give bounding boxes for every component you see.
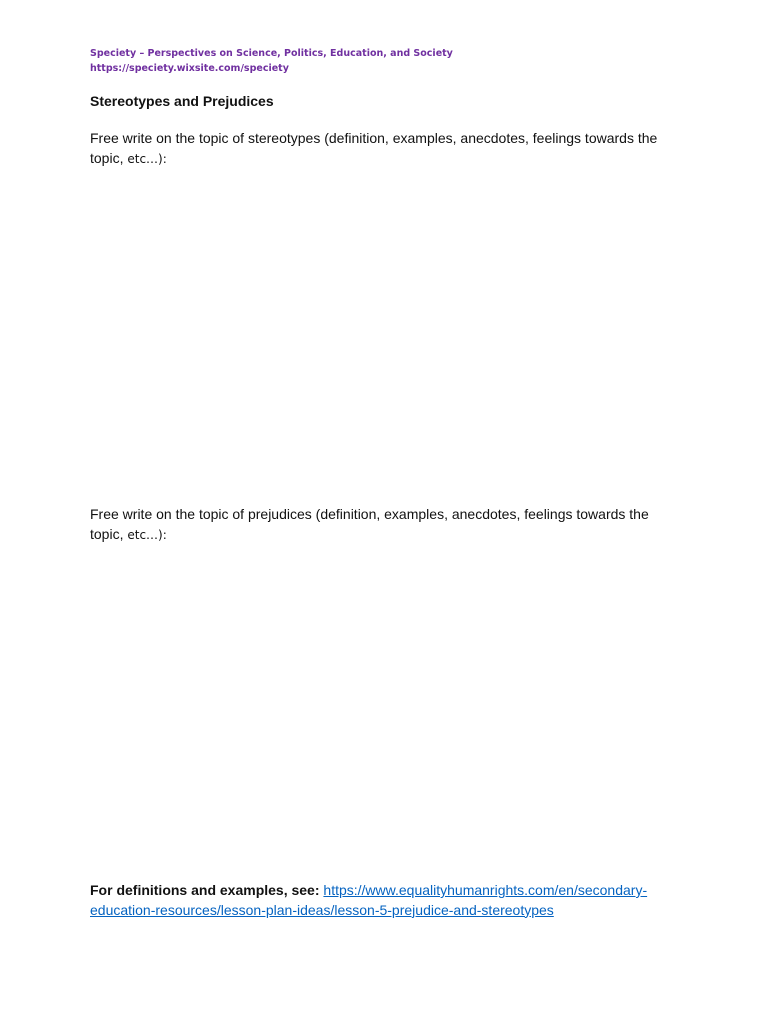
prejudices-writing-space[interactable]	[90, 551, 680, 871]
site-title: Speciety – Perspectives on Science, Politics, Education, and Society	[90, 48, 453, 59]
prejudices-prompt	[90, 505, 680, 545]
references-label: For definitions and examples, see:	[90, 882, 320, 898]
stereotypes-prompt	[90, 129, 680, 169]
references-link[interactable]: https://www.equalityhumanrights.com/en/secondary-education-resources/lesson-plan-ideas/lesson-5-prejudice-and-stereotypes	[90, 882, 648, 918]
prejudices-prompt-text: Free write on the topic of prejudices (definition, examples, anecdotes, feelings towards the topic,	[90, 506, 649, 542]
prejudices-prompt-etc: etc…):	[127, 527, 167, 542]
worksheet-title: Stereotypes and Prejudices	[90, 93, 274, 109]
document-header	[90, 46, 690, 76]
site-url: https://speciety.wixsite.com/speciety	[90, 63, 289, 74]
stereotypes-prompt-text: Free write on the topic of stereotypes (definition, examples, anecdotes, feelings towards the topic,	[90, 130, 658, 166]
references-paragraph	[90, 881, 680, 920]
stereotypes-prompt-etc: etc…):	[127, 151, 167, 166]
stereotypes-writing-space[interactable]	[90, 175, 680, 495]
